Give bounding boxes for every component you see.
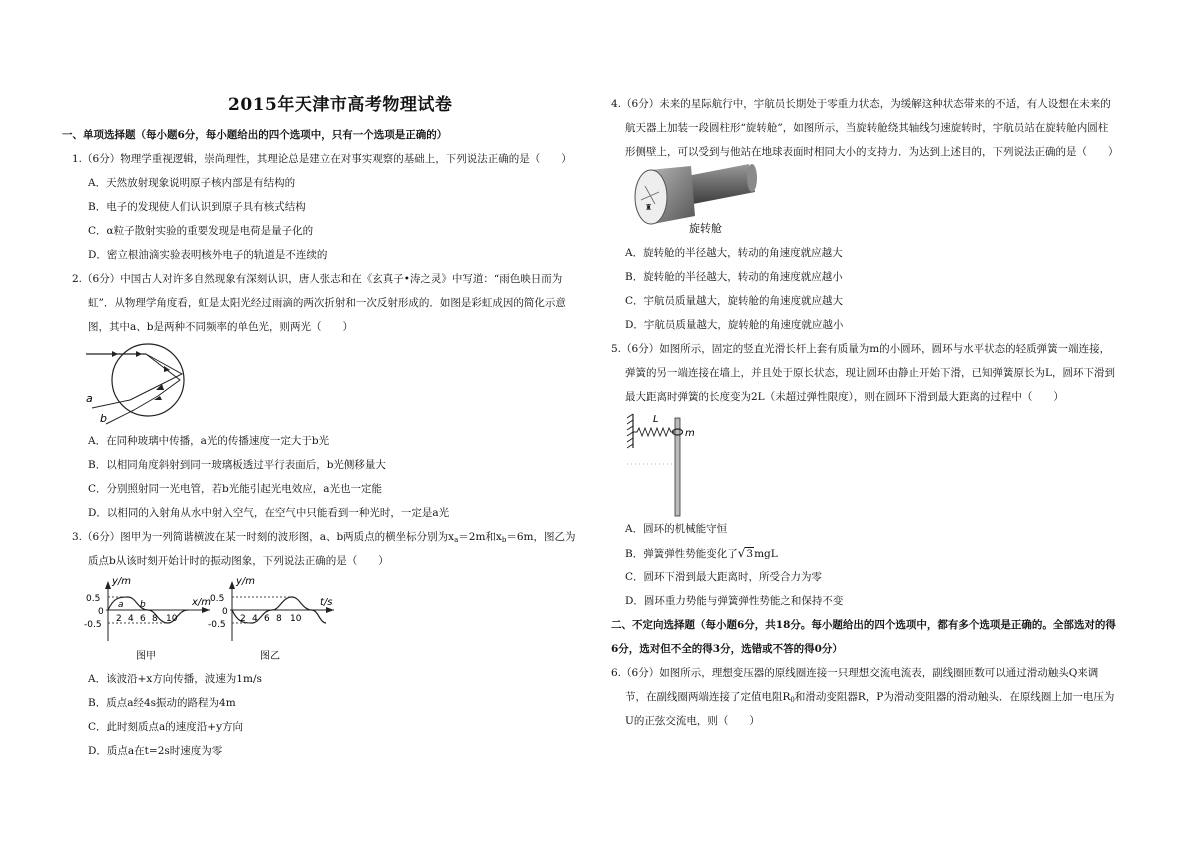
question-1-option-c: C．α粒子散射实验的重要发现是电荷是量子化的: [88, 225, 314, 237]
svg-text:t/s: t/s: [320, 597, 333, 608]
svg-text:0.5: 0.5: [210, 594, 225, 604]
svg-text:0: 0: [222, 607, 228, 617]
vertical-rod: [675, 418, 680, 516]
svg-text:8: 8: [152, 614, 158, 624]
svg-text:8: 8: [276, 614, 282, 624]
question-1-option-a: A．天然放射现象说明原子核内部是有结构的: [88, 177, 296, 189]
svg-text:b: b: [140, 600, 146, 610]
section-1-header: 一、单项选择题（每小题6分，每小题给出的四个选项中，只有一个选项是正确的）: [62, 129, 448, 141]
svg-text:y/m: y/m: [112, 576, 132, 587]
question-2-option-a: A．在同种玻璃中传播，a光的传播速度一定大于b光: [88, 435, 330, 447]
question-4-option-d: D．宇航员质量越大，旋转舱的角速度就应越小: [625, 319, 844, 331]
question-6-line-1: 6.（6分）如图所示，理想变压器的原线圈连接一只理想交流电流表，副线圈匝数可以通过滑动触头Q来调: [611, 667, 1099, 679]
svg-text:0.5: 0.5: [86, 594, 101, 604]
svg-text:2: 2: [116, 614, 122, 624]
question-2-stem-line-2: 虹”．从物理学角度看，虹是太阳光经过雨滴的两次折射和一次反射形成的．如图是彩虹成因的简化示意: [88, 297, 566, 309]
ring-label-m: m: [685, 428, 695, 439]
svg-text:a: a: [118, 600, 124, 610]
question-2-option-b: B．以相同角度斜射到同一玻璃板透过平行表面后，b光侧移量大: [88, 459, 386, 471]
question-4-stem-line-3: 形侧壁上，可以受到与他站在地球表面时相同大小的支持力．为达到上述目的，下列说法正确的是（ ）: [625, 146, 1119, 158]
question-4-stem-line-1: 4.（6分）未来的星际航行中，宇航员长期处于零重力状态，为缓解这种状态带来的不适，有人设想在未来的: [611, 98, 1111, 110]
svg-text:2: 2: [240, 614, 246, 624]
question-5-option-d: D．圆环重力势能与弹簧弹性势能之和保持不变: [625, 595, 844, 607]
question-1-option-b: B．电子的发现使人们认识到原子具有核式结构: [88, 201, 306, 213]
svg-text:0: 0: [98, 607, 104, 617]
question-4-stem-line-2: 航天器上加装一段圆柱形“旋转舱”，如图所示，当旋转舱绕其轴线匀速旋转时，宇航员站在旋转舱内圆柱: [625, 122, 1109, 134]
question-3-option-c: C．此时刻质点a的速度沿+y方向: [88, 721, 244, 733]
question-3-option-b: B．质点a经4s振动的路程为4m: [88, 697, 236, 709]
question-2-option-c: C．分别照射同一光电管，若b光能引起光电效应，a光也一定能: [88, 483, 383, 495]
page-title: 2015年天津市高考物理试卷: [228, 95, 453, 115]
question-5-stem-line-1: 5.（6分）如图所示，固定的竖直光滑长杆上套有质量为m的小圆环，圆环与水平状态的轻质弹簧一端连接，: [611, 343, 1111, 355]
question-2-option-d: D．以相同的入射角从水中射入空气，在空气中只能看到一种光时，一定是a光: [88, 507, 450, 519]
question-5-stem-line-3: 最大距离时弹簧的长度变为2L（未超过弹性限度），则在圆环下滑到最大距离的过程中（ ）: [625, 391, 1064, 403]
question-4-option-c: C．宇航员质量越大，旋转舱的角速度就应越大: [625, 295, 844, 307]
section-2-header-line-1: 二、不定向选择题（每小题6分，共18分。每小题给出的四个选项中，都有多个选项是正确的。全部选对的得: [611, 619, 1116, 631]
exit-ray-b: [106, 410, 134, 424]
question-5-stem-line-2: 弹簧的另一端连接在墙上，并且处于原长状态，现让圆环由静止开始下滑，已知弹簧原长为L，圆环下滑到: [625, 367, 1115, 379]
svg-text:♜: ♜: [645, 203, 653, 212]
svg-text:-0.5: -0.5: [208, 620, 226, 630]
ray-label-b: b: [100, 412, 107, 425]
spring-label-l: L: [653, 414, 659, 425]
vibration-figure-yi: [208, 575, 340, 665]
svg-text:4: 4: [128, 614, 134, 624]
wave-figure-jia: [84, 575, 216, 665]
question-6-line-3: U的正弦交流电，则（ ）: [625, 715, 760, 727]
rainbow-raindrop-figure: [84, 338, 214, 430]
axis-shaft: [687, 164, 755, 204]
rotating-cabin-figure: [631, 160, 771, 236]
spring-ring-figure: [625, 408, 725, 518]
question-3-stem-line-1: 3.（6分）图甲为一列简谐横波在某一时刻的波形图，a、b两质点的横坐标分别为$x_a=2m$和$x_b=6m$，图乙为: [72, 531, 576, 544]
spring: [633, 428, 675, 436]
svg-text:6: 6: [140, 614, 146, 624]
caption-jia: 图甲: [136, 651, 156, 662]
question-5-option-c: C．圆环下滑到最大距离时，所受合力为零: [625, 571, 823, 583]
question-5-option-b: B．弹簧弹性势能变化了√3mgL: [625, 546, 778, 560]
question-5-option-a: A．圆环的机械能守恒: [625, 523, 728, 535]
incident-arrow-1: [112, 351, 118, 357]
svg-text:10: 10: [166, 614, 178, 624]
question-4-option-b: B．旋转舱的半径越大，转动的角速度就应越小: [625, 271, 843, 283]
question-6-line-2: 节，在副线圈两端连接了定值电阻$R_0$和滑动变阻器R，P为滑动变阻器的滑动触头．在原线圈上加一电压为: [625, 691, 1115, 704]
svg-text:6: 6: [264, 614, 270, 624]
question-1-option-d: D．密立根油滴实验表明核外电子的轨道是不连续的: [88, 249, 328, 261]
question-1-stem: 1.（6分）物理学重视逻辑，崇尚理性，其理论总是建立在对事实观察的基础上，下列说法正确的是（ ）: [72, 153, 572, 165]
question-2-stem-line-1: 2.（6分）中国古人对许多自然现象有深刻认识，唐人张志和在《玄真子•涛之灵》中写道：“雨色映日而为: [72, 273, 563, 285]
ray-path-a: [130, 354, 182, 400]
svg-text:y/m: y/m: [236, 576, 256, 587]
question-2-stem-line-3: 图，其中a、b是两种不同频率的单色光，则两光（ ）: [88, 321, 353, 333]
svg-text:-0.5: -0.5: [84, 620, 102, 630]
svg-text:4: 4: [252, 614, 258, 624]
question-3-option-a: A．该波沿+x方向传播，波速为1m/s: [88, 673, 262, 685]
question-3-option-d: D．质点a在t=2s时速度为零: [88, 745, 223, 757]
ray-path-b: [134, 354, 180, 410]
incident-arrow-2: [136, 351, 142, 357]
ray-label-a: a: [86, 392, 93, 405]
svg-text:x/m: x/m: [192, 597, 212, 608]
question-4-option-a: A．旋转舱的半径越大，转动的角速度就应越大: [625, 247, 843, 259]
caption-yi: 图乙: [260, 651, 280, 662]
svg-text:10: 10: [290, 614, 302, 624]
section-2-header-line-2: 6分，选对但不全的得3分，选错或不答的得0分）: [611, 643, 843, 655]
question-3-stem-line-2: 质点b从该时刻开始计时的振动图象，下列说法正确的是（ ）: [88, 555, 389, 567]
cabin-label: 旋转舱: [689, 222, 722, 235]
